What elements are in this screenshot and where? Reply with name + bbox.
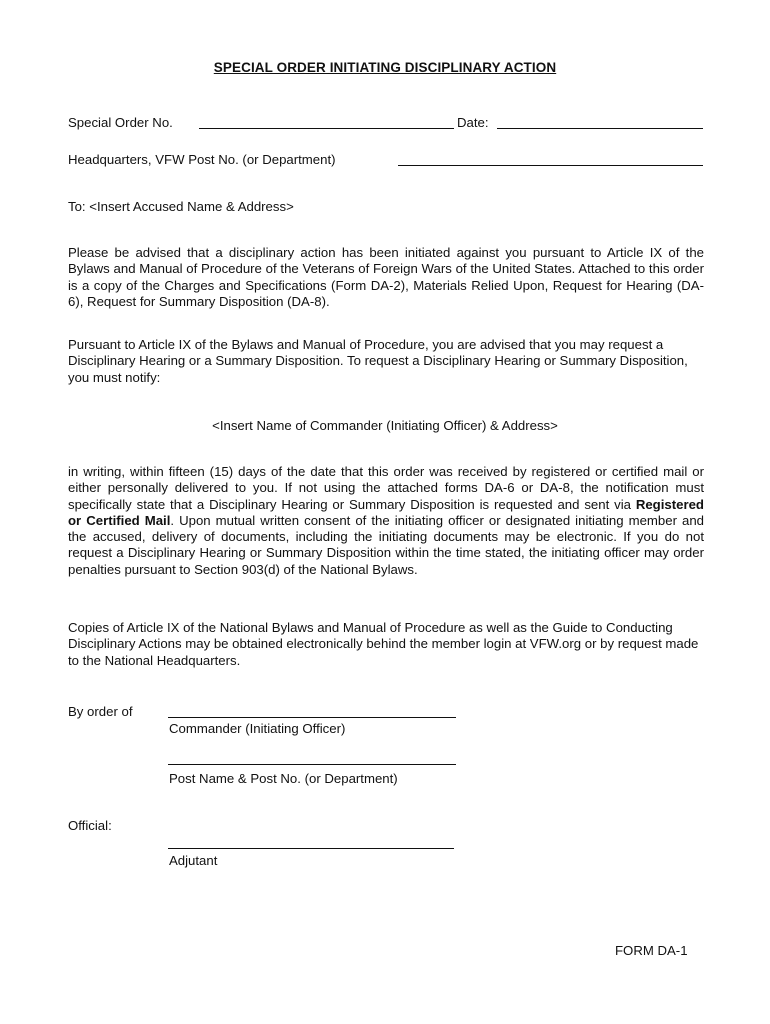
commander-signature-line[interactable] (168, 717, 456, 718)
commander-placeholder: <Insert Name of Commander (Initiating Officer) & Address> (212, 418, 558, 433)
post-name-line[interactable] (168, 764, 456, 765)
commander-caption: Commander (Initiating Officer) (169, 721, 346, 736)
to-accused-label: To: <Insert Accused Name & Address> (68, 199, 294, 214)
date-line[interactable] (497, 128, 703, 129)
post-caption: Post Name & Post No. (or Department) (169, 771, 398, 786)
date-label: Date: (457, 115, 489, 130)
page-title: SPECIAL ORDER INITIATING DISCIPLINARY ACTION (213, 60, 557, 75)
advisement-paragraph: Please be advised that a disciplinary action has been initiated against you pursuant to Article IX of the Bylaws and Manual of Procedure of the Veterans of Foreign Wars of the United States. Attached to this order is a copy of the Charges and Specifications (Form DA-2), Materials Relied Upon, Request for Hearing (DA-6), Request for Summary Disposition (DA-8). (68, 245, 704, 309)
notification-paragraph (68, 464, 704, 578)
special-order-number-line[interactable] (199, 128, 454, 129)
notification-text-end: . Upon mutual written consent of the initiating officer or designated initiating member and the accused, delivery of documents, including the initiating documents may be electronic. If you do not request a Disciplinary Hearing or Summary Disposition within the time stated, the initiating officer may order penalties pursuant to Section 903(d) of the National Bylaws. (68, 512, 704, 577)
headquarters-label: Headquarters, VFW Post No. (or Department) (68, 152, 336, 167)
official-label: Official: (68, 818, 112, 833)
headquarters-line[interactable] (398, 165, 703, 166)
special-order-label: Special Order No. (68, 115, 173, 130)
registered-mail-emphasis: Registered or Certified Mail (68, 496, 704, 528)
copies-paragraph: Copies of Article IX of the National Bylaws and Manual of Procedure as well as the Guide to Conducting Disciplinary Actions may be obtained electronically behind the member login at VFW.org or by request made to the National Headquarters. (68, 620, 699, 668)
notification-text-start: in writing, within fifteen (15) days of the date that this order was received by registered or certified mail or either personally delivered to you. If not using the attached forms DA-6 or DA-8, the notification must specifically state that a Disciplinary Hearing or Summary Disposition is requested and sent via (68, 464, 704, 512)
rights-paragraph: Pursuant to Article IX of the Bylaws and Manual of Procedure, you are advised that you may request a Disciplinary Hearing or a Summary Disposition. To request a Disciplinary Hearing or Summary Disposition, you must notify: (68, 337, 688, 385)
adjutant-signature-line[interactable] (168, 848, 454, 849)
form-id: FORM DA-1 (615, 943, 688, 958)
by-order-label: By order of (68, 704, 133, 719)
adjutant-caption: Adjutant (169, 853, 218, 868)
